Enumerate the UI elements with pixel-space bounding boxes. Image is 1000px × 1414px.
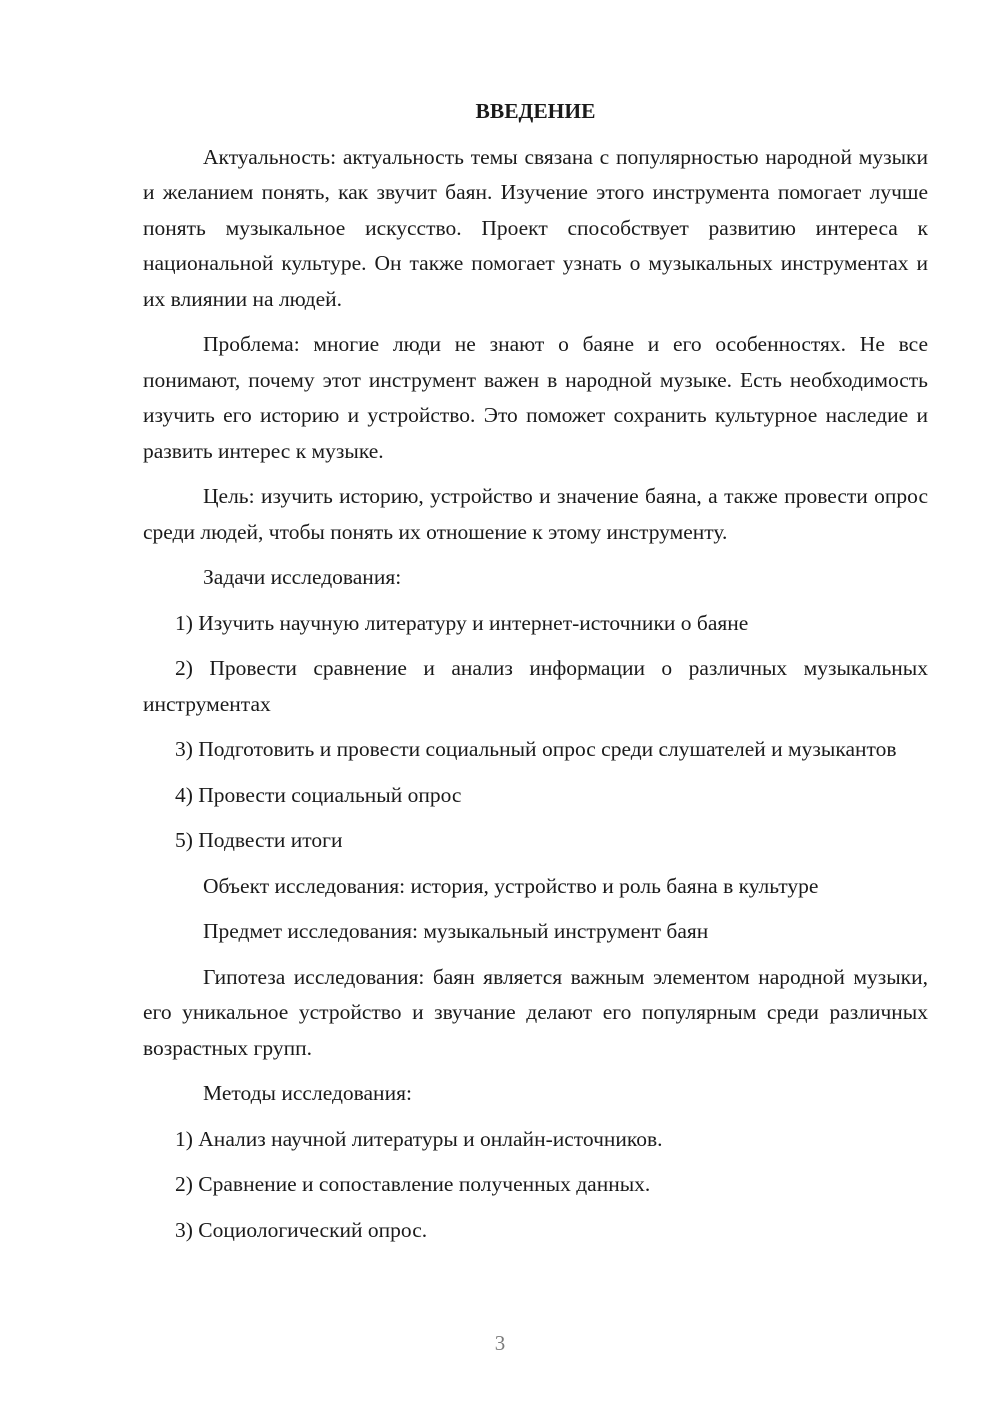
task-item-2: 2) Провести сравнение и анализ информации о различных музыкальных инструментах (143, 656, 928, 716)
object-paragraph: Объект исследования: история, устройство и роль баяна в культуре (203, 873, 819, 898)
method-item-2: 2) Сравнение и сопоставление полученных данных. (175, 1172, 651, 1196)
task-item-5: 5) Подвести итоги (175, 828, 343, 852)
goal-paragraph: Цель: изучить историю, устройство и значение баяна, а также провести опрос среди людей, чтобы понять их отношение к этому инструменту. (143, 484, 928, 544)
page-content (143, 94, 928, 1258)
page-number: 3 (494, 1331, 506, 1355)
methods-heading: Методы исследования: (203, 1081, 412, 1105)
subject-paragraph: Предмет исследования: музыкальный инструмент баян (203, 919, 709, 943)
task-item-4: 4) Провести социальный опрос (175, 782, 462, 807)
section-title: ВВЕДЕНИЕ (475, 99, 596, 123)
hypothesis-paragraph: Гипотеза исследования: баян является важным элементом народной музыки, его уникальное устройство и звучание делают его популярным среди различных возрастных групп. (143, 964, 928, 1060)
problem-paragraph: Проблема: многие люди не знают о баяне и его особенностях. Не все понимают, почему этот инструмент важен в народной музыке. Есть необходимость изучить его историю и устройство. Это поможет сохранить культурное наследие и развить интерес к музыке. (143, 332, 928, 463)
task-item-1: 1) Изучить научную литературу и интернет-источники о баяне (175, 610, 749, 635)
method-item-1: 1) Анализ научной литературы и онлайн-источников. (175, 1126, 663, 1151)
relevance-paragraph: Актуальность: актуальность темы связана с популярностью народной музыки и желанием понять, как звучит баян. Изучение этого инструмента помогает лучше понять музыкальное искусство. Проект способствует развитию интереса к национальной культуре. Он также помогает узнать о музыкальных инструментах и их влиянии на людей. (143, 144, 928, 311)
task-item-3: 3) Подготовить и провести социальный опрос среди слушателей и музыкантов (175, 737, 897, 761)
tasks-heading: Задачи исследования: (203, 565, 402, 589)
method-item-3: 3) Социологический опрос. (175, 1217, 428, 1242)
